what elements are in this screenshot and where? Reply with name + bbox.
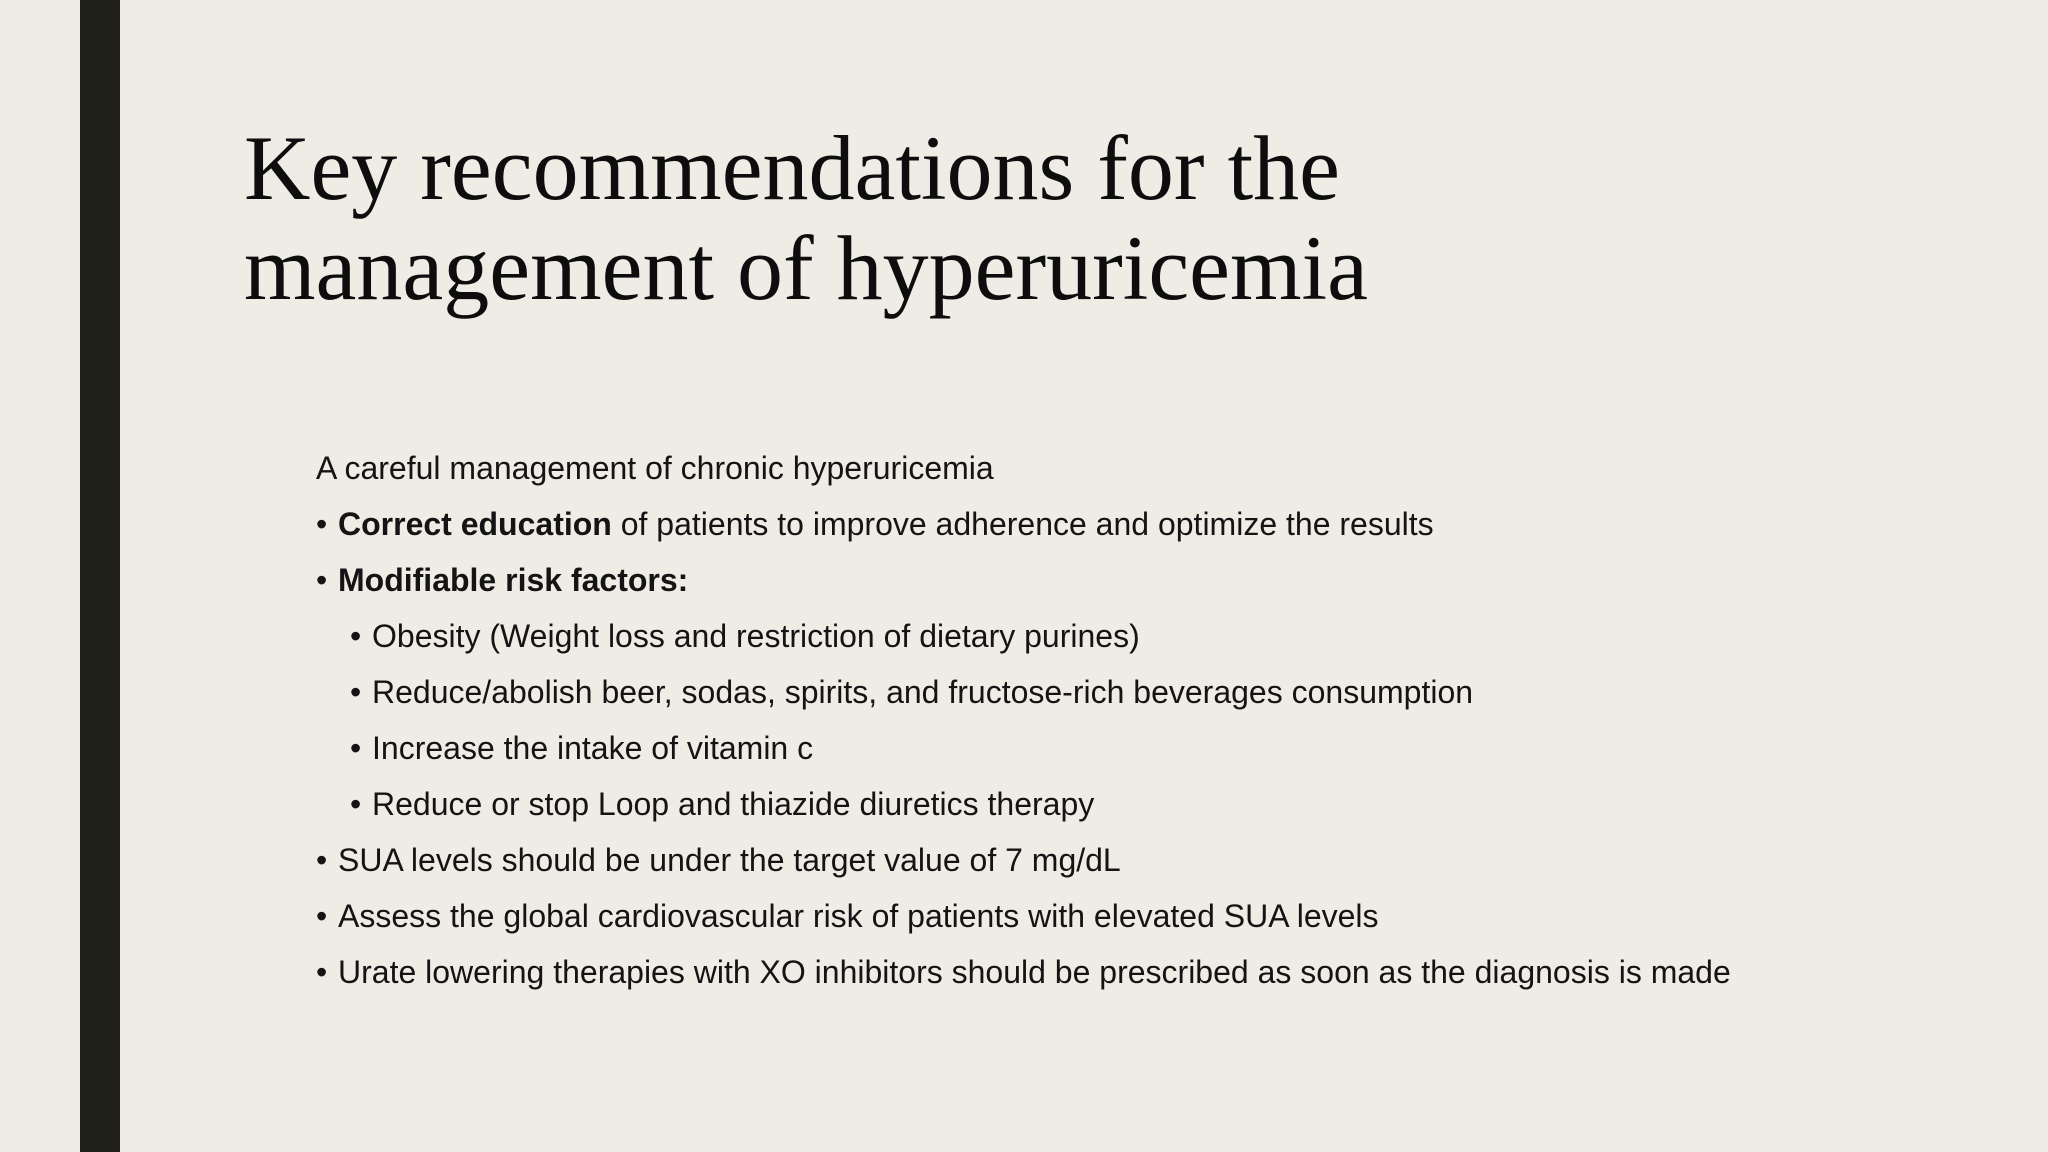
bullet-icon: • bbox=[316, 842, 328, 878]
accent-bar bbox=[80, 0, 120, 1152]
bullet-text: SUA levels should be under the target value of 7 mg/dL bbox=[338, 842, 1121, 878]
bullet-item-correct-education bbox=[316, 496, 1996, 552]
bullet-icon: • bbox=[316, 898, 328, 934]
bullet-icon: • bbox=[316, 954, 328, 990]
sub-bullet-item-diuretics bbox=[316, 776, 1996, 832]
slide-title bbox=[244, 118, 1744, 318]
bullet-text: Assess the global cardiovascular risk of patients with elevated SUA levels bbox=[338, 898, 1379, 934]
bullet-icon: • bbox=[350, 618, 362, 654]
bullet-text: Urate lowering therapies with XO inhibitors should be prescribed as soon as the diagnosis is made bbox=[338, 954, 1731, 990]
intro-text: A careful management of chronic hyperuricemia bbox=[316, 450, 994, 486]
bullet-text: Increase the intake of vitamin c bbox=[372, 730, 814, 766]
slide-title-line-1: Key recommendations for the bbox=[244, 117, 1340, 219]
sub-bullet-item-obesity bbox=[316, 608, 1996, 664]
bullet-item-cardiovascular-risk bbox=[316, 888, 1996, 944]
bullet-text: Obesity (Weight loss and restriction of dietary purines) bbox=[372, 618, 1140, 654]
bullet-text: Reduce or stop Loop and thiazide diuretics therapy bbox=[372, 786, 1095, 822]
bullet-item-sua-target bbox=[316, 832, 1996, 888]
slide-content bbox=[316, 440, 1996, 1000]
sub-bullet-item-vitamin-c bbox=[316, 720, 1996, 776]
bullet-item-urate-lowering bbox=[316, 944, 1996, 1000]
bullet-bold-text: Correct education bbox=[338, 506, 612, 542]
bullet-icon: • bbox=[350, 674, 362, 710]
bullet-icon: • bbox=[350, 786, 362, 822]
bullet-icon: • bbox=[316, 562, 328, 598]
bullet-text: Reduce/abolish beer, sodas, spirits, and fructose-rich beverages consumption bbox=[372, 674, 1474, 710]
slide-title-line-2: management of hyperuricemia bbox=[244, 217, 1368, 319]
bullet-icon: • bbox=[316, 506, 328, 542]
bullet-item-modifiable-risk-factors bbox=[316, 552, 1996, 608]
bullet-bold-text: Modifiable risk factors: bbox=[338, 562, 689, 598]
bullet-icon: • bbox=[350, 730, 362, 766]
bullet-text: of patients to improve adherence and optimize the results bbox=[611, 506, 1434, 542]
sub-bullet-item-beverages bbox=[316, 664, 1996, 720]
